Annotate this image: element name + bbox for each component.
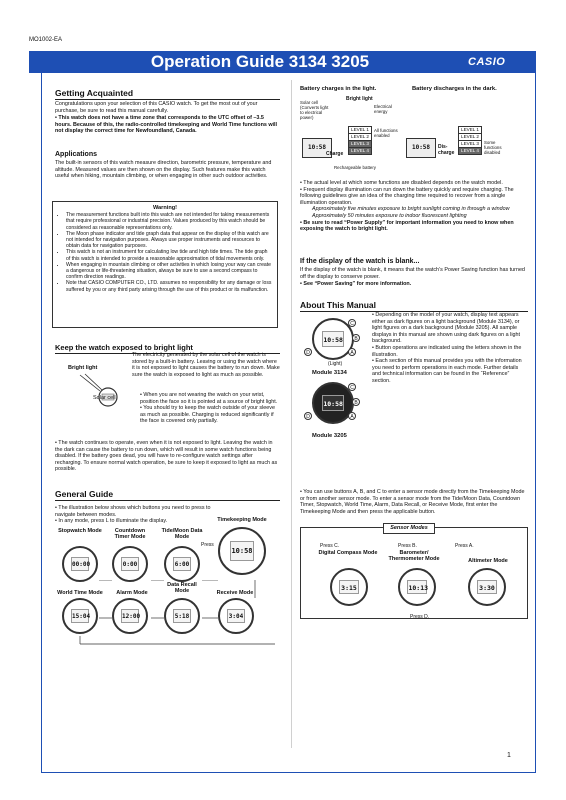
about-bullet-1: Depending on the model of your watch, display text appears either as dark figures on a light background (Module 3134), or light figures on a dark background (Module 3205). All sample displays in this manual are shown using dark figures on a light background. (372, 312, 521, 345)
button-b-icon: B (352, 398, 360, 406)
watch-display: 3:04 (227, 609, 245, 623)
altimeter-watch (468, 568, 506, 606)
some-functions-note: Some functions disabled (484, 140, 502, 155)
button-b-icon: B (352, 334, 360, 342)
warning-item: • The Moon phase indicator and tide graph data that appear on the display of this watch are not intended for navigation purposes. Always use proper instruments and resources to obtain data for navigation purposes. (66, 231, 272, 250)
countdown-watch (112, 546, 148, 582)
utc-note: • This watch does not have a time zone that corresponds to the UTC offset of –3.5 hours. Because of this, the radio-controlled timekeeping and World Time functions will not display the correct time for Newfoundland, Canada. (55, 115, 278, 135)
bright-bullet-3: The watch continues to operate, even when it is not exposed to light. Leaving the watch in the dark can cause the battery to run down, which will result in some watch functions being disabled. If the battery goes dead, you will have to re-configure watch settings after recharging. To ensure normal watch operation, be sure to keep it exposed to light as much as possible. (55, 440, 278, 473)
sensor-intro-text: You can use buttons A, B, and C to enter a sensor mode directly from the Timekeeping Mode or from another sensor mode. To enter a sensor mode from the Tide/Moon Data, Countdown Timer, Stopwatch, World Time, Alarm, Data Recall, or Receive Mode, first enter the Timekeeping Mode and then press the applicable button. (300, 489, 525, 515)
warning-item: • The measurement functions built into this watch are not intended for taking measurements that require professional or industrial precision. Values produced by this watch should be considered as reasonable representations only. (66, 212, 272, 231)
compass-watch (330, 568, 368, 606)
timekeeping-watch (218, 527, 266, 575)
stopwatch-watch (62, 546, 98, 582)
watch-display: 3:15 (339, 580, 358, 595)
button-c-icon: C (348, 383, 356, 391)
about-bullets: • Depending on the model of your watch, display text appears either as dark figures on a light background (Module 3134), or light figures on a dark background (Module 3205). All sample displays in this manual are shown using dark figures on a light background. • Button operations are indicated using the letters shown in the illustration. • Each section of this manual provides you with the information you need to perform operations in each mode. Further details and technical information can be found in the “Reference” section. (372, 312, 522, 384)
battery-level: LEVEL 2 (458, 133, 482, 141)
page-title: Operation Guide 3134 3205 (150, 52, 370, 71)
battery-level: LEVEL 4 (458, 147, 482, 155)
mode-label: Alarm Mode (116, 590, 148, 596)
casio-logo: CASIO (468, 56, 506, 68)
watch-display: 10:58 (322, 331, 343, 348)
watch-display: 10:58 (322, 395, 343, 412)
mode-flow-arrows (55, 580, 280, 646)
getting-acquainted-heading: Getting Acquainted (55, 88, 280, 100)
tide-moon-watch (164, 546, 200, 582)
watch-display: 00:00 (71, 557, 89, 571)
general-bullet-1: The illustration below shows which buttons you need to press to navigate between modes. (55, 505, 211, 518)
power-saving-ref-text: See “Power Saving” for more information. (303, 281, 412, 287)
mode-label: Stopwatch Mode (58, 528, 102, 534)
bright-bullet-1: When you are not wearing the watch on your wrist, position the face so it is pointed at a source of bright light. (140, 392, 278, 405)
warning-box (52, 201, 278, 328)
battery-diagram (300, 96, 528, 174)
bright-bullet-2: You should try to keep the watch outside of your sleeve as much as possible. Charging is reduced significantly if the face is covered only partially. (140, 405, 275, 425)
guideline-2: Approximately 50 minutes exposure to indoor fluorescent lighting (312, 212, 467, 219)
electrical-energy-note: Electrical energy (374, 104, 392, 114)
press-c-label: Press C. (320, 543, 340, 549)
bright-light-note: Bright light (346, 96, 373, 102)
warning-item: • This watch is not an instrument for calculating low tide and high tide times. The tide graph of this watch is intended to provide a reasonable approximation of tidal movements only. (66, 249, 272, 261)
battery-level: LEVEL 3 (458, 140, 482, 148)
watch-display: 10:13 (407, 580, 426, 595)
about-manual-heading: About This Manual (300, 300, 528, 312)
watch-display: 6:00 (173, 557, 191, 571)
watch-display: 0:00 (121, 557, 139, 571)
guideline-1: Approximately five minutes exposure to bright sunlight coming in through a window (312, 206, 510, 213)
watch-display: 10:58 (230, 541, 255, 560)
discharge-watch-display: 10:58 (406, 138, 436, 158)
mode-label: World Time Mode (57, 590, 103, 596)
sensor-intro: • You can use buttons A, B, and C to enter a sensor mode directly from the Timekeeping Mode or from another sensor mode. To enter a sensor mode from the Tide/Moon Data, Countdown Timer, Stopwatch, World Time, Alarm, Data Recall, or Receive Mode, first enter the Timekeeping Mode and then press the applicable button. (300, 489, 525, 515)
general-guide-heading: General Guide (55, 489, 280, 501)
warning-item: • Note that CASIO COMPUTER CO., LTD. assumes no responsibility for any damage or loss suffered by you or any third party arising through the use of this product or its malfunction. (66, 280, 272, 292)
about-bullet-2: Button operations are indicated using the letters shown in the illustration. (372, 344, 522, 358)
sun-rays-icon (60, 373, 130, 413)
utc-note-text: This watch does not have a time zone that corresponds to the UTC offset of –3.5 hours. Because of this, the radio-controlled timekeeping and World Time functions will not display the correct time for Newfoundland, Canada. (55, 115, 278, 135)
light-button-label: (Light) (328, 361, 343, 367)
charge-watch-display: 10:58 (302, 138, 332, 158)
document-code: MO1002-EA (29, 37, 63, 43)
battery-charges-heading: Battery charges in the light. (300, 86, 377, 92)
mode-label: Tide/Moon Data Mode (161, 528, 203, 540)
press-a-label: Press A. (455, 543, 474, 549)
press-label: Press (201, 542, 214, 548)
solar-cell-note: Solar cell (Converts light to electrical power) (300, 100, 329, 120)
rechargeable-battery-label: Rechargeable battery (334, 165, 376, 170)
battery-bullets: • The actual level at which some functions are disabled depends on the watch model. • Frequent display illumination can run down the battery quickly and require charging. The following guidelines give an idea of the charging time required to recover from a single illumination operation. Approximately five minutes exposure to bright sunlight coming in through a window Approximately 50 minutes exposure to indoor fluorescent lighting • Be sure to read “Power Supply” for important information you need to know when exposing the watch to bright light. (300, 180, 528, 233)
barometer-watch (398, 568, 436, 606)
solar-cell-label: Solar cell (93, 395, 116, 401)
battery-bullet-3: Be sure to read “Power Supply” for important information you need to know when exposing the watch to bright light. (300, 219, 514, 233)
mode-label: Receive Mode (216, 590, 254, 596)
applications-text: The built-in sensors of this watch measure direction, barometric pressure, temperature and altitude. Measured values are then shown on the display. Such features make this watch useful when hiking, mountain climbing, or when engaging in other such outdoor activities. (55, 160, 272, 180)
button-a-icon: A (348, 412, 356, 420)
battery-bullet-2: Frequent display illumination can run down the battery quickly and require charging. The following guidelines give an idea of the charging time required to recover from a single illumination operation. (300, 186, 514, 206)
power-saving-ref: • See “Power Saving” for more information. (300, 281, 412, 287)
sensor-modes-tag: Sensor Modes (383, 523, 435, 534)
mode-label: Timekeeping Mode (217, 517, 267, 523)
general-bullet-2: In any mode, press L to illuminate the display. (58, 518, 168, 525)
battery-level: LEVEL 1 (458, 126, 482, 134)
watch-display: 15:04 (71, 609, 89, 623)
press-b-label: Press B. (398, 543, 417, 549)
bright-light-note: • The watch continues to operate, even when it is not exposed to light. Leaving the watch in the dark can cause the battery to run down, which will result in some watch functions being disabled. If the battery goes dead, you will have to re-configure watch settings after recharging. To ensure normal watch operation, be sure to keep it exposed to light as much as possible. (55, 440, 278, 473)
watch-display: 5:18 (173, 609, 191, 623)
warning-item: • When engaging in mountain climbing or other activities in which losing your way can create a dangerous or life-threatening situation, always be sure to use a second compass to confirm direction readings. (66, 262, 272, 281)
sensor-mode-label: Altimeter Mode (468, 558, 508, 564)
bright-light-heading: Keep the watch exposed to bright light (55, 343, 280, 354)
battery-level: LEVEL 1 (348, 126, 372, 134)
battery-bullet-1: The actual level at which some functions are disabled depends on the watch model. (303, 180, 503, 186)
discharge-label: Dis-charge (438, 144, 455, 156)
getting-intro: Congratulations upon your selection of this CASIO watch. To get the most out of your purchase, be sure to read this manual carefully. (55, 101, 258, 114)
watch-display: 12:00 (121, 609, 139, 623)
bright-light-text: The electricity generated by the solar cell of the watch is stored by a built-in battery. Leaving or using the watch where it is not exposed to light causes the battery to run down. Make sure the watch is exposed to light as much as possible. (132, 352, 280, 378)
button-d-icon: D (304, 412, 312, 420)
button-a-icon: A (348, 348, 356, 356)
mode-label: Data Recall Mode (167, 582, 197, 594)
battery-level: LEVEL 2 (348, 133, 372, 141)
battery-discharges-heading: Battery discharges in the dark. (412, 86, 497, 92)
module-3134-label: Module 3134 (312, 370, 347, 376)
applications-heading: Applications (55, 151, 98, 158)
page-number: 1 (507, 752, 511, 759)
module-3205-label: Module 3205 (312, 433, 347, 439)
all-functions-note: All functions enabled (374, 128, 398, 138)
button-d-icon: D (304, 348, 312, 356)
blank-display-heading: If the display of the watch is blank... (300, 258, 420, 265)
sensor-mode-label: Barometer/ Thermometer Mode (388, 550, 440, 562)
blank-display-text: If the display of the watch is blank, it means that the watch’s Power Saving function has turned off the display to conserve power. (300, 267, 525, 280)
bright-light-illustration (60, 363, 130, 413)
bright-light-bullets: • When you are not wearing the watch on your wrist, position the face so it is pointed at a source of bright light. • You should try to keep the watch outside of your sleeve as much as possible. Charging is reduced significantly if the face is covered only partially. (140, 392, 278, 425)
column-divider (291, 80, 292, 748)
battery-level: LEVEL 4 (348, 147, 372, 155)
warning-title: Warning! (152, 205, 178, 211)
watch-display: 3:30 (477, 580, 496, 595)
mode-label: Countdown Timer Mode (114, 528, 146, 540)
battery-level: LEVEL 3 (348, 140, 372, 148)
press-d-label: Press D. (410, 614, 430, 620)
sensor-mode-label: Digital Compass Mode (318, 550, 378, 556)
about-bullet-3: Each section of this manual provides you with the information you need to perform operations in each mode. Further details and technical information can be found in the “Reference” section. (372, 358, 522, 384)
button-c-icon: C (348, 319, 356, 327)
charge-label: Charge (326, 151, 344, 157)
general-guide-bullets: • The illustration below shows which buttons you need to press to navigate between modes. • In any mode, press L to illuminate the display. (55, 505, 211, 525)
bright-light-label: Bright light (68, 365, 98, 371)
